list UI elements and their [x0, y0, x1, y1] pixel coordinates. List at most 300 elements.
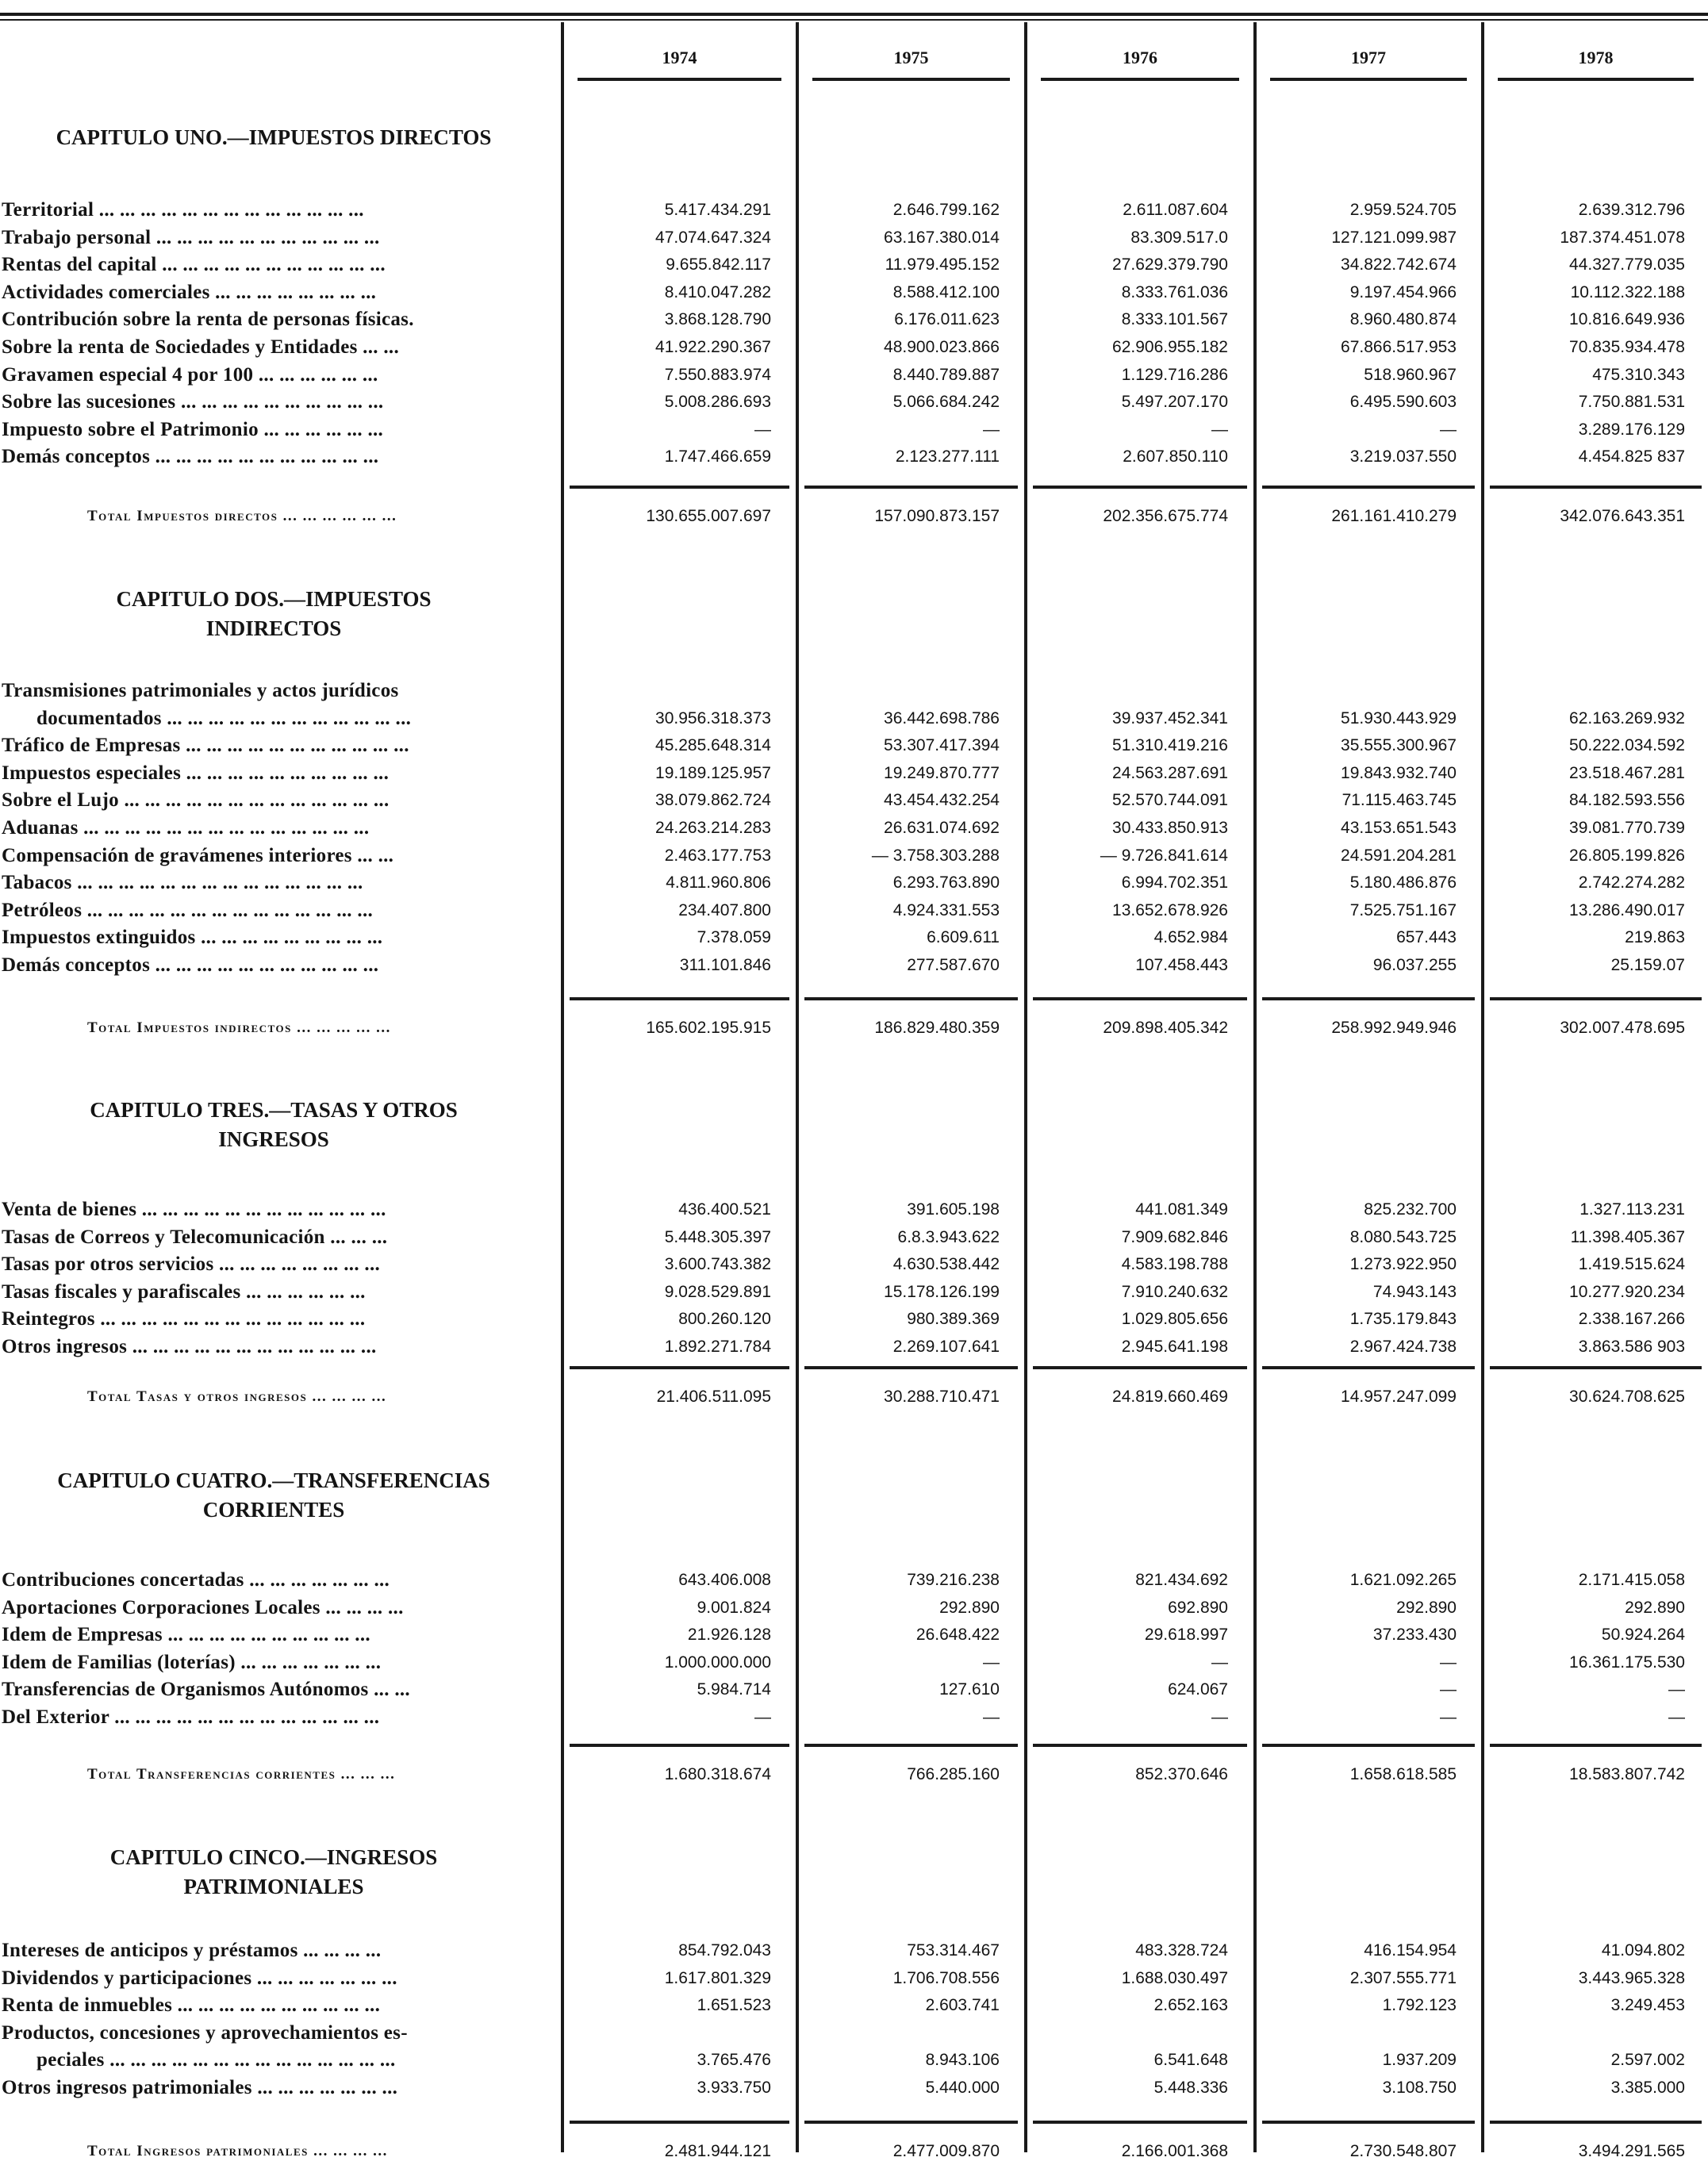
total-value: 186.829.480.359: [874, 1019, 1000, 1037]
total-rule: [1033, 1366, 1247, 1369]
total-value: 18.583.807.742: [1569, 1765, 1685, 1783]
total-rule: [1262, 1744, 1475, 1747]
cell-value: 19.843.932.740: [1341, 763, 1457, 782]
cell-value: 10.277.920.234: [1569, 1282, 1685, 1301]
row-label: Aportaciones Corporaciones Locales ... ... ... ...: [2, 1596, 404, 1618]
column-rule: [796, 22, 799, 2152]
column-rule: [1024, 22, 1027, 2152]
cell-value: 6.176.011.623: [894, 310, 1000, 329]
total-value: 30.624.708.625: [1569, 1388, 1685, 1406]
total-value: 209.898.405.342: [1103, 1019, 1228, 1037]
cell-value: 7.910.240.632: [1121, 1282, 1228, 1301]
cell-value: 13.286.490.017: [1569, 900, 1685, 919]
cell-value: —: [1211, 1708, 1228, 1726]
cell-value: 1.327.113.231: [1579, 1200, 1685, 1219]
cell-value: 624.067: [1168, 1680, 1228, 1699]
cell-value: 1.419.515.624: [1578, 1255, 1685, 1274]
total-value: 261.161.410.279: [1331, 507, 1457, 525]
cell-value: 7.909.682.846: [1121, 1227, 1228, 1246]
cell-value: 6.293.763.890: [892, 873, 1000, 892]
chapter-title: CAPITULO CINCO.—INGRESOS: [109, 1845, 438, 1869]
cell-value: 6.609.611: [927, 928, 1000, 947]
total-rule: [1033, 1744, 1247, 1747]
cell-value: 6.994.702.351: [1121, 873, 1228, 892]
cell-value: 19.249.870.777: [884, 763, 1000, 782]
cell-value: 8.588.412.100: [892, 282, 1000, 301]
cell-value: —: [754, 1708, 771, 1726]
cell-value: 6.541.648: [1153, 2051, 1228, 2070]
cell-value: 50.924.264: [1601, 1626, 1685, 1645]
cell-value: 292.890: [939, 1598, 1000, 1617]
cell-value: — 9.726.841.614: [1100, 846, 1228, 865]
chapter-title: INGRESOS: [218, 1127, 329, 1151]
row-label: Gravamen especial 4 por 100 ... ... ... ... ... ...: [2, 363, 378, 386]
cell-value: 29.618.997: [1144, 1626, 1228, 1645]
cell-value: 15.178.126.199: [884, 1282, 1000, 1301]
cell-value: —: [1440, 1653, 1457, 1672]
total-label: Total Impuestos directos ... ... ... ... ... ...: [87, 508, 397, 524]
row-label: Rentas del capital ... ... ... ... ... ... ... ... ... ... ...: [2, 254, 386, 276]
cell-value: 3.249.453: [1610, 1996, 1685, 2015]
cell-value: 9.028.529.891: [664, 1282, 771, 1301]
row-label: Otros ingresos patrimoniales ... ... ... ... ... ... ...: [2, 2077, 398, 2098]
cell-value: 2.307.555.771: [1349, 1968, 1457, 1987]
cell-value: —: [754, 420, 771, 439]
cell-value: 187.374.451.078: [1560, 228, 1685, 247]
row-label: Transmisiones patrimoniales y actos jurídicos: [2, 680, 399, 701]
cell-value: 24.591.204.281: [1341, 846, 1457, 865]
total-value: 130.655.007.697: [646, 507, 771, 525]
cell-value: 5.066.684.242: [892, 393, 1000, 412]
row-label: Productos, concesiones y aprovechamientos es-: [2, 2021, 408, 2044]
cell-value: 4.924.331.553: [892, 900, 1000, 919]
row-label: Aduanas ... ... ... ... ... ... ... ... ... ... ... ... ... ...: [2, 817, 370, 839]
total-value: 302.007.478.695: [1560, 1019, 1685, 1037]
cell-value: 4.811.960.806: [666, 873, 771, 892]
total-value: 3.494.291.565: [1578, 2142, 1685, 2160]
cell-value: — 3.758.303.288: [871, 846, 1000, 865]
total-rule: [570, 1744, 789, 1747]
cell-value: 26.648.422: [915, 1626, 1000, 1645]
total-rule: [570, 486, 789, 489]
row-label: Petróleos ... ... ... ... ... ... ... ... ... ... ... ... ... ...: [2, 899, 374, 921]
cell-value: 127.610: [939, 1680, 1000, 1699]
row-label: Sobre las sucesiones ... ... ... ... ... ... ... ... ... ...: [2, 391, 384, 413]
cell-value: —: [1668, 1708, 1685, 1726]
cell-value: 5.417.434.291: [664, 201, 771, 219]
chapter-title: CAPITULO UNO.—IMPUESTOS DIRECTOS: [56, 125, 492, 149]
year-header-rule: [1498, 78, 1694, 81]
total-value: 14.957.247.099: [1341, 1388, 1457, 1406]
cell-value: 51.930.443.929: [1341, 708, 1457, 727]
cell-value: 71.115.463.745: [1341, 791, 1457, 810]
row-label: Sobre el Lujo ... ... ... ... ... ... ... ... ... ... ... ... ...: [2, 789, 390, 812]
cell-value: 277.587.670: [907, 956, 1000, 974]
cell-value: 657.443: [1396, 928, 1457, 947]
cell-value: —: [1440, 1708, 1457, 1726]
total-rule: [804, 486, 1018, 489]
cell-value: 1.892.271.784: [664, 1338, 771, 1356]
year-header-rule: [812, 78, 1010, 81]
year-header: 1975: [893, 48, 929, 67]
cell-value: 753.314.467: [907, 1941, 1000, 1960]
cell-value: 19.189.125.957: [655, 763, 771, 782]
total-rule: [570, 997, 789, 1000]
cell-value: 1.129.716.286: [1121, 365, 1228, 384]
cell-value: 8.333.101.567: [1121, 310, 1228, 329]
total-rule: [1262, 486, 1475, 489]
row-label: Impuestos especiales ... ... ... ... ... ... ... ... ... ...: [2, 762, 390, 784]
row-label: Contribución sobre la renta de personas físicas.: [2, 309, 414, 331]
row-label: Demás conceptos ... ... ... ... ... ... ... ... ... ... ...: [2, 446, 379, 468]
total-rule: [1262, 2121, 1475, 2124]
cell-value: 2.652.163: [1153, 1996, 1228, 2015]
row-label: Trabajo personal ... ... ... ... ... ... ... ... ... ... ...: [2, 226, 380, 248]
cell-value: 53.307.417.394: [884, 736, 1000, 755]
total-rule: [1490, 486, 1702, 489]
cell-value: —: [1440, 420, 1457, 439]
cell-value: 3.219.037.550: [1349, 447, 1457, 466]
row-label: Territorial ... ... ... ... ... ... ... ... ... ... ... ... ...: [2, 199, 364, 221]
cell-value: 3.765.476: [697, 2051, 771, 2070]
cell-value: 96.037.255: [1372, 956, 1457, 974]
cell-value: 70.835.934.478: [1569, 338, 1685, 356]
cell-value: 30.956.318.373: [655, 708, 771, 727]
cell-value: 7.550.883.974: [664, 365, 771, 384]
cell-value: 1.273.922.950: [1349, 1255, 1457, 1274]
year-header: 1977: [1351, 48, 1386, 67]
total-rule: [1033, 486, 1247, 489]
row-label: Compensación de gravámenes interiores ... ...: [2, 844, 394, 866]
cell-value: 2.959.524.705: [1349, 201, 1457, 219]
cell-value: 1.688.030.497: [1121, 1968, 1228, 1987]
cell-value: 8.440.789.887: [892, 365, 1000, 384]
cell-value: 24.263.214.283: [655, 819, 771, 837]
row-label: Idem de Empresas ... ... ... ... ... ... ... ... ... ...: [2, 1624, 370, 1646]
cell-value: 5.497.207.170: [1121, 393, 1228, 412]
cell-value: 2.123.277.111: [895, 447, 1000, 466]
cell-value: 2.463.177.753: [664, 846, 771, 865]
total-rule: [804, 1744, 1018, 1747]
total-rule: [1490, 2121, 1702, 2124]
total-rule: [1262, 997, 1475, 1000]
cell-value: 50.222.034.592: [1569, 736, 1685, 755]
cell-value: 5.984.714: [697, 1680, 771, 1699]
cell-value: 45.285.648.314: [655, 736, 771, 755]
cell-value: 41.094.802: [1601, 1941, 1685, 1960]
cell-value: 62.163.269.932: [1569, 708, 1685, 727]
cell-value: 39.081.770.739: [1569, 819, 1685, 837]
cell-value: 74.943.143: [1372, 1282, 1457, 1301]
total-rule: [570, 2121, 789, 2124]
cell-value: 9.197.454.966: [1349, 282, 1457, 301]
cell-value: 3.385.000: [1610, 2079, 1685, 2097]
top-rule-secondary: [0, 19, 1708, 21]
cell-value: 84.182.593.556: [1569, 791, 1685, 810]
cell-value: 67.866.517.953: [1341, 338, 1457, 356]
cell-value: 52.570.744.091: [1112, 791, 1228, 810]
total-rule: [1262, 1366, 1475, 1369]
row-label: Dividendos y participaciones ... ... ... ... ... ... ...: [2, 1967, 397, 1989]
row-label: Contribuciones concertadas ... ... ... ... ... ... ...: [2, 1569, 390, 1591]
cell-value: 854.792.043: [678, 1941, 771, 1960]
cell-value: 2.171.415.058: [1578, 1571, 1685, 1589]
row-label: Del Exterior ... ... ... ... ... ... ... ... ... ... ... ... ...: [2, 1706, 380, 1728]
row-label: Renta de inmuebles ... ... ... ... ... ... ... ... ... ...: [2, 1994, 381, 2017]
chapter-title: CAPITULO DOS.—IMPUESTOS: [116, 587, 432, 611]
column-rule: [561, 22, 564, 2152]
row-label: Sobre la renta de Sociedades y Entidades ... ...: [2, 336, 400, 358]
total-value: 24.819.660.469: [1112, 1388, 1228, 1406]
total-value: 258.992.949.946: [1331, 1019, 1457, 1037]
cell-value: 38.079.862.724: [655, 791, 771, 810]
total-value: 2.730.548.807: [1349, 2142, 1457, 2160]
cell-value: 821.434.692: [1135, 1571, 1228, 1589]
cell-value: 48.900.023.866: [884, 338, 1000, 356]
cell-value: 30.433.850.913: [1112, 819, 1228, 837]
cell-value: 391.605.198: [907, 1200, 1000, 1219]
row-label: peciales ... ... ... ... ... ... ... ... ... ... ... ... ... ...: [36, 2049, 396, 2071]
year-header-rule: [1270, 78, 1467, 81]
cell-value: 3.863.586 903: [1578, 1338, 1685, 1356]
cell-value: —: [1211, 420, 1228, 439]
cell-value: 47.074.647.324: [655, 228, 771, 247]
cell-value: —: [983, 1708, 1000, 1726]
cell-value: 4.583.198.788: [1121, 1255, 1228, 1274]
cell-value: 1.029.805.656: [1121, 1310, 1228, 1329]
total-value: 2.477.009.870: [892, 2142, 1000, 2160]
row-label: Tráfico de Empresas ... ... ... ... ... ... ... ... ... ... ...: [2, 735, 409, 757]
cell-value: 26.631.074.692: [884, 819, 1000, 837]
cell-value: 2.269.107.641: [892, 1338, 1000, 1356]
cell-value: 1.735.179.843: [1349, 1310, 1457, 1329]
cell-value: 24.563.287.691: [1112, 763, 1228, 782]
cell-value: 2.338.167.266: [1578, 1310, 1685, 1329]
cell-value: 39.937.452.341: [1112, 708, 1228, 727]
cell-value: 7.750.881.531: [1578, 393, 1685, 412]
year-header: 1978: [1578, 48, 1614, 67]
cell-value: 800.260.120: [678, 1310, 771, 1329]
total-label: Total Impuestos indirectos ... ... ... ... ...: [87, 1019, 391, 1036]
cell-value: 1.621.092.265: [1349, 1571, 1457, 1589]
cell-value: 4.652.984: [1153, 928, 1228, 947]
cell-value: 436.400.521: [678, 1200, 771, 1219]
cell-value: 26.805.199.826: [1569, 846, 1685, 865]
total-rule: [570, 1366, 789, 1369]
cell-value: 825.232.700: [1364, 1200, 1457, 1219]
cell-value: 11.979.495.152: [885, 255, 1000, 274]
cell-value: 3.108.750: [1382, 2079, 1457, 2097]
cell-value: 9.655.842.117: [666, 255, 771, 274]
cell-value: 2.742.274.282: [1578, 873, 1685, 892]
column-rule: [1481, 22, 1484, 2152]
row-label: Reintegros ... ... ... ... ... ... ... ... ... ... ... ... ...: [2, 1308, 366, 1330]
total-rule: [804, 997, 1018, 1000]
cell-value: 83.309.517.0: [1130, 228, 1228, 247]
cell-value: 8.960.480.874: [1349, 310, 1457, 329]
cell-value: 1.000.000.000: [664, 1653, 771, 1672]
cell-value: 2.967.424.738: [1349, 1338, 1457, 1356]
cell-value: 2.646.799.162: [892, 201, 1000, 219]
row-label: Impuesto sobre el Patrimonio ... ... ... ... ... ...: [2, 418, 384, 440]
cell-value: 44.327.779.035: [1569, 255, 1685, 274]
total-value: 165.602.195.915: [646, 1019, 771, 1037]
cell-value: 6.8.3.943.622: [897, 1227, 1000, 1246]
cell-value: 21.926.128: [687, 1626, 771, 1645]
cell-value: 13.652.678.926: [1112, 900, 1228, 919]
year-header-rule: [578, 78, 781, 81]
cell-value: 475.310.343: [1592, 365, 1685, 384]
chapter-title: PATRIMONIALES: [183, 1875, 364, 1898]
cell-value: 2.603.741: [925, 1996, 1000, 2015]
total-value: 2.481.944.121: [664, 2142, 771, 2160]
cell-value: 127.121.099.987: [1331, 228, 1457, 247]
cell-value: 51.310.419.216: [1112, 736, 1228, 755]
cell-value: 483.328.724: [1135, 1941, 1228, 1960]
row-label: Actividades comerciales ... ... ... ... ... ... ... ...: [2, 281, 377, 303]
row-label: Tasas fiscales y parafiscales ... ... ... ... ... ...: [2, 1280, 366, 1303]
chapter-title: INDIRECTOS: [205, 616, 342, 640]
row-label: Tasas de Correos y Telecomunicación ... ... ...: [2, 1226, 388, 1248]
cell-value: 292.890: [1396, 1598, 1457, 1617]
year-header: 1976: [1123, 48, 1157, 67]
cell-value: 7.378.059: [697, 928, 771, 947]
total-value: 1.658.618.585: [1349, 1765, 1457, 1783]
total-value: 766.285.160: [907, 1765, 1000, 1783]
cell-value: 34.822.742.674: [1341, 255, 1457, 274]
total-rule: [804, 2121, 1018, 2124]
cell-value: 37.233.430: [1372, 1626, 1457, 1645]
cell-value: 5.008.286.693: [664, 393, 771, 412]
total-value: 202.356.675.774: [1103, 507, 1228, 525]
cell-value: 692.890: [1168, 1598, 1228, 1617]
cell-value: 2.945.641.198: [1121, 1338, 1228, 1356]
cell-value: 3.933.750: [697, 2079, 771, 2097]
row-label: Idem de Familias (loterías) ... ... ... ... ... ... ...: [2, 1651, 382, 1673]
cell-value: 2.597.002: [1610, 2051, 1685, 2070]
cell-value: 234.407.800: [678, 900, 771, 919]
cell-value: 643.406.008: [678, 1571, 771, 1589]
total-value: 2.166.001.368: [1121, 2142, 1228, 2160]
cell-value: 25.159.07: [1610, 956, 1685, 974]
cell-value: 2.639.312.796: [1578, 201, 1685, 219]
chapter-title: CAPITULO TRES.—TASAS Y OTROS: [90, 1098, 458, 1122]
row-label: Venta de bienes ... ... ... ... ... ... ... ... ... ... ... ...: [2, 1199, 386, 1220]
cell-value: 36.442.698.786: [884, 708, 1000, 727]
row-label: Intereses de anticipos y préstamos ... ... ... ...: [2, 1940, 382, 1961]
row-label: Demás conceptos ... ... ... ... ... ... ... ... ... ... ...: [2, 954, 379, 976]
cell-value: 292.890: [1625, 1598, 1685, 1617]
cell-value: 219.863: [1625, 928, 1685, 947]
total-rule: [1490, 1744, 1702, 1747]
total-value: 21.406.511.095: [656, 1388, 771, 1406]
total-rule: [804, 1366, 1018, 1369]
row-label: documentados ... ... ... ... ... ... ... ... ... ... ... ...: [36, 707, 412, 729]
cell-value: 62.906.955.182: [1112, 338, 1228, 356]
cell-value: 27.629.379.790: [1112, 255, 1228, 274]
cell-value: 5.448.336: [1153, 2079, 1228, 2097]
top-rule: [0, 13, 1708, 16]
cell-value: 441.081.349: [1135, 1200, 1228, 1219]
cell-value: 9.001.824: [697, 1598, 771, 1617]
cell-value: 1.792.123: [1382, 1996, 1457, 2015]
cell-value: 7.525.751.167: [1349, 900, 1457, 919]
total-value: 1.680.318.674: [664, 1765, 771, 1783]
cell-value: 1.617.801.329: [664, 1968, 771, 1987]
cell-value: 4.630.538.442: [892, 1255, 1000, 1274]
cell-value: 23.518.467.281: [1569, 763, 1685, 782]
row-label: Impuestos extinguidos ... ... ... ... ... ... ... ... ...: [2, 927, 383, 949]
cell-value: 5.180.486.876: [1349, 873, 1457, 892]
cell-value: 1.747.466.659: [664, 447, 771, 466]
cell-value: 6.495.590.603: [1349, 393, 1457, 412]
cell-value: 11.398.405.367: [1570, 1227, 1685, 1246]
cell-value: 3.600.743.382: [664, 1255, 771, 1274]
total-value: 157.090.873.157: [874, 507, 1000, 525]
total-value: 852.370.646: [1135, 1765, 1228, 1783]
cell-value: 739.216.238: [907, 1571, 1000, 1589]
cell-value: 3.443.965.328: [1578, 1968, 1685, 1987]
cell-value: 8.410.047.282: [664, 282, 771, 301]
cell-value: 10.112.322.188: [1570, 282, 1685, 301]
cell-value: 1.651.523: [697, 1996, 771, 2015]
total-value: 30.288.710.471: [884, 1388, 1000, 1406]
row-label: Transferencias de Organismos Autónomos ... ...: [2, 1679, 410, 1701]
cell-value: 41.922.290.367: [655, 338, 771, 356]
total-rule: [1490, 997, 1702, 1000]
cell-value: 107.458.443: [1135, 956, 1228, 974]
cell-value: 43.454.432.254: [884, 791, 1000, 810]
cell-value: 980.389.369: [907, 1310, 1000, 1329]
total-value: 342.076.643.351: [1560, 507, 1685, 525]
cell-value: 8.943.106: [925, 2051, 1000, 2070]
chapter-title: CORRIENTES: [202, 1498, 345, 1522]
cell-value: 311.101.846: [679, 956, 771, 974]
total-label: Total Tasas y otros ingresos ... ... ... ...: [87, 1388, 387, 1405]
cell-value: 16.361.175.530: [1569, 1653, 1685, 1672]
row-label: Otros ingresos ... ... ... ... ... ... ... ... ... ... ... ...: [2, 1336, 377, 1357]
total-label: Total Ingresos patrimoniales ... ... ... ...: [87, 2143, 388, 2159]
cell-value: 3.868.128.790: [664, 310, 771, 329]
year-header: 1974: [662, 48, 697, 67]
total-rule: [1033, 997, 1247, 1000]
year-header-rule: [1041, 78, 1239, 81]
chapter-title: CAPITULO CUATRO.—TRANSFERENCIAS: [57, 1468, 490, 1492]
cell-value: 1.937.209: [1382, 2051, 1457, 2070]
cell-value: 3.289.176.129: [1578, 420, 1685, 439]
cell-value: 1.706.708.556: [892, 1968, 1000, 1987]
total-label: Total Transferencias corrientes ... ... ...: [87, 1766, 396, 1783]
column-rule: [1253, 22, 1257, 2152]
total-rule: [1033, 2121, 1247, 2124]
cell-value: —: [1440, 1680, 1457, 1699]
cell-value: 5.440.000: [925, 2079, 1000, 2097]
cell-value: 518.960.967: [1364, 365, 1457, 384]
total-rule: [1490, 1366, 1702, 1369]
cell-value: 5.448.305.397: [664, 1227, 771, 1246]
cell-value: 43.153.651.543: [1341, 819, 1457, 837]
cell-value: —: [1668, 1680, 1685, 1699]
cell-value: 2.611.087.604: [1123, 201, 1228, 219]
cell-value: 8.333.761.036: [1121, 282, 1228, 301]
cell-value: 2.607.850.110: [1123, 447, 1228, 466]
cell-value: 416.154.954: [1364, 1941, 1457, 1960]
cell-value: 63.167.380.014: [884, 228, 1000, 247]
row-label: Tabacos ... ... ... ... ... ... ... ... ... ... ... ... ... ...: [2, 872, 363, 894]
cell-value: 10.816.649.936: [1569, 310, 1685, 329]
cell-value: 4.454.825 837: [1578, 447, 1685, 466]
cell-value: 8.080.543.725: [1349, 1227, 1457, 1246]
